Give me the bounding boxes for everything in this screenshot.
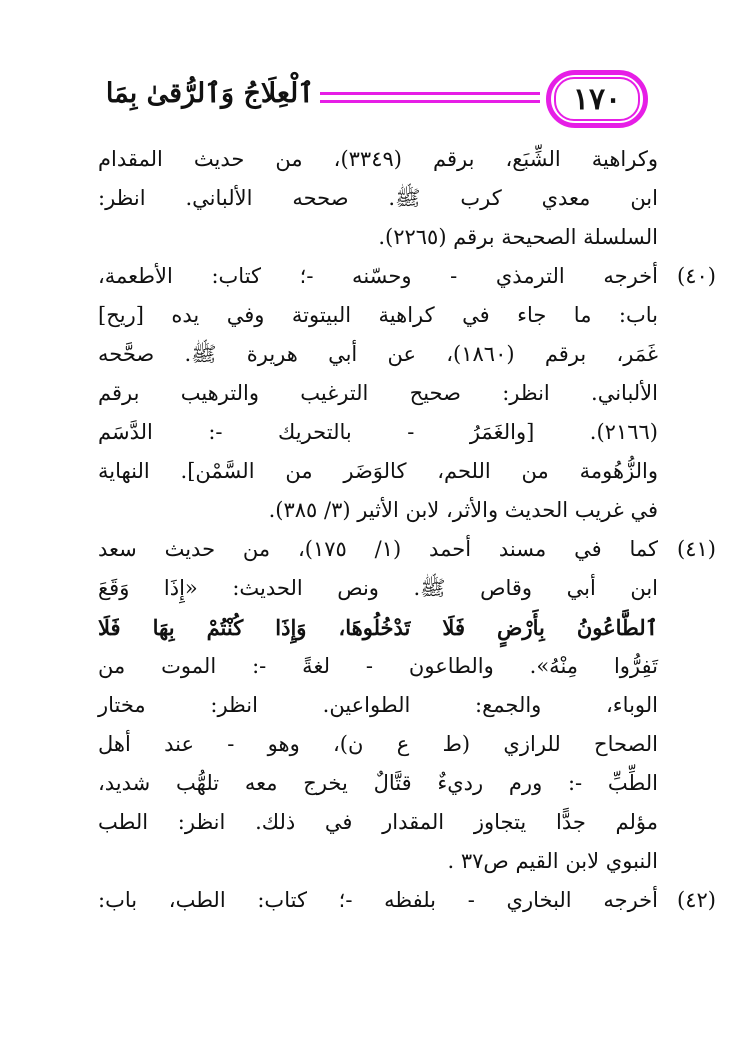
text-line (98, 218, 658, 257)
line-text: تَفِرُّوا مِنْهُ». والطاعون - لغةً -: الموت من (98, 654, 658, 678)
line-text: باب: ما جاء في كراهية البيتوتة وفي يده [ريح] (98, 303, 658, 327)
text-line (98, 803, 658, 842)
line-text: الوباء، والجمع: الطواعين. انظر: مختار (98, 693, 658, 717)
text-line (98, 881, 716, 920)
line-text: الصحاح للرازي (ط ع ن)، وهو - عند أهل (98, 732, 658, 756)
line-text: مؤلم جدًّا يتجاوز المقدار في ذلك. انظر: الطب (98, 810, 658, 834)
line-text: السلسلة الصحيحة برقم (٢٢٦٥). (378, 225, 658, 249)
running-title: ٱلْعِلَاجُ وَٱلرُّقىٰ بِمَا (105, 78, 315, 109)
line-text: والزُّهُومة من اللحم، كالوَضَر من السَّمْن]. النهاية (98, 459, 658, 483)
text-line (98, 374, 658, 413)
text-line (98, 530, 716, 569)
line-text: ابن أبي وقاص ﷺ. ونص الحديث: «إِذَا وَقَعَ (98, 576, 658, 600)
line-text: كما في مسند أحمد (١/ ١٧٥)، من حديث سعد (98, 537, 658, 561)
footnote-number: (٤٠) (677, 264, 716, 288)
line-text: أخرجه البخاري - بلفظه -؛ كتاب: الطب، باب: (98, 888, 658, 912)
text-line (98, 257, 716, 296)
text-line (98, 335, 658, 374)
text-line (98, 647, 658, 686)
footnotes-body (98, 140, 716, 920)
line-text: أخرجه الترمذي - وحسّنه -؛ كتاب: الأطعمة، (98, 264, 658, 288)
line-text: الطِّبِّ -: ورم رديءٌ قتَّالٌ يخرج معه تلهُّب شديد، (98, 771, 658, 795)
line-text: (٢١٦٦). [والغَمَرُ - بالتحريك -: الدَّسَم (98, 420, 658, 444)
text-line (98, 725, 658, 764)
text-line (98, 140, 658, 179)
text-line (98, 179, 658, 218)
line-text: الألباني. انظر: صحيح الترغيب والترهيب برقم (98, 381, 658, 405)
text-line (98, 569, 658, 608)
line-text: وكراهية الشِّبَع، برقم (٣٣٤٩)، من حديث المقدام (98, 147, 658, 171)
page-header (100, 68, 648, 132)
header-rule-bottom (320, 100, 540, 103)
text-line (98, 296, 658, 335)
header-rule-top (320, 92, 540, 95)
page-number-badge (546, 70, 648, 128)
line-text: النبوي لابن القيم ص٣٧ . (447, 849, 658, 873)
line-text: غَمَر، برقم (١٨٦٠)، عن أبي هريرة ﷺ. صحَّحه (98, 342, 658, 366)
line-text: ابن معدي كرب ﷺ. صححه الألباني. انظر: (98, 186, 658, 210)
text-line (98, 764, 658, 803)
text-line (98, 452, 658, 491)
line-text: في غريب الحديث والأثر، لابن الأثير (٣/ ٣٨٥). (268, 498, 658, 522)
text-line (98, 686, 658, 725)
text-line (98, 413, 658, 452)
text-line (98, 491, 658, 530)
line-text: ٱلطَّاعُونُ بِأَرْضٍ فَلَا تَدْخُلُوهَا، وَإِذَا كُنْتُمْ بِهَا فَلَا (98, 615, 658, 640)
text-line (98, 608, 658, 647)
page-number: ١٧٠ (554, 77, 640, 121)
footnote-number: (٤٢) (677, 888, 716, 912)
text-line (98, 842, 658, 881)
footnote-number: (٤١) (677, 537, 716, 561)
